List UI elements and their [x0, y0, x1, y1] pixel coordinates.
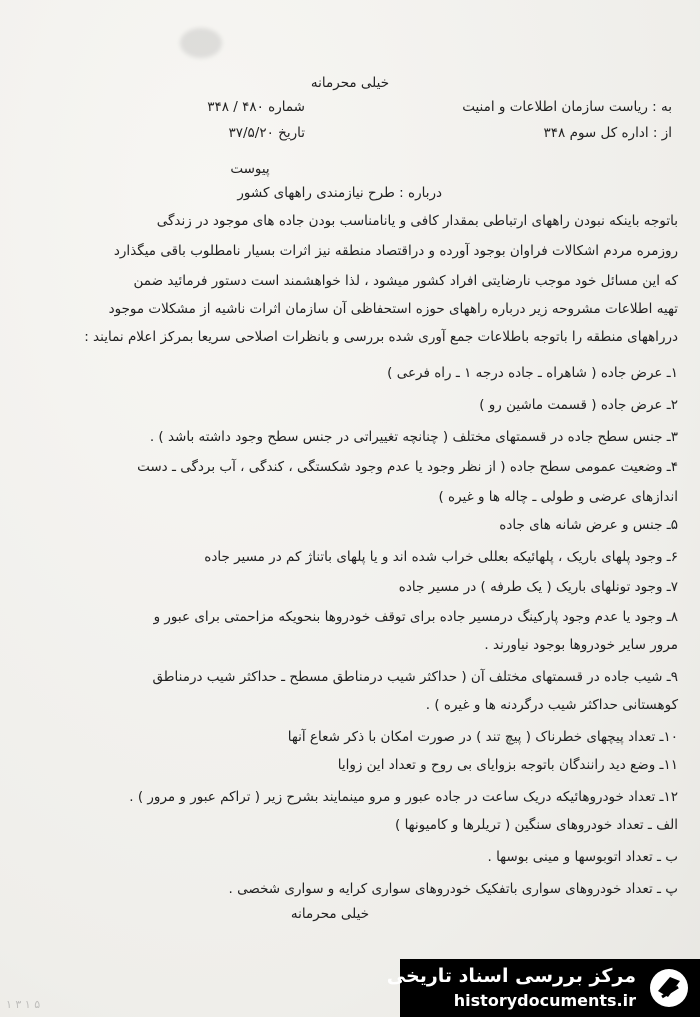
body-line: ۶ـ وجود پلهای باریک ، پلهائیکه بعللی خراب شده اند و یا پلهای باتناژ کم در مسیر جاده [204, 549, 678, 565]
body-line: ۵ـ جنس و عرض شانه های جاده [499, 517, 678, 533]
archive-url[interactable]: historydocuments.ir [453, 991, 636, 1010]
classification-top: خیلی محرمانه [310, 75, 390, 91]
body-line: ۹ـ شیب جاده در قسمتهای مختلف آن ( حداکثر شیب درمناطق مسطح ـ حداکثر شیب درمناطق [152, 669, 678, 685]
body-line: روزمره مردم اشکالات فراوان بوجود آورده و دراقتصاد منطقه نیز اثرات بسیار نامطلوب باقی میگذارد [113, 243, 678, 259]
body-line: ۱۱ـ وضع دید رانندگان باتوجه بزوایای بی روح و تعداد این زوایا [337, 757, 678, 773]
letter-date: تاریخ ۳۷/۵/۲۰ [228, 125, 305, 141]
body-line: ۷ـ وجود تونلهای باریک ( یک طرفه ) در مسیر جاده [398, 579, 678, 595]
paper-stain [180, 28, 222, 58]
body-line: پ ـ تعداد خودروهای سواری باتفکیک خودروهای سواری کرایه و سواری شخصی . [228, 881, 678, 897]
body-line: ۸ـ وجود یا عدم وجود پارکینگ درمسیر جاده برای توقف خودروها بنحویکه مزاحمتی برای عبور و [153, 609, 678, 625]
body-line: ۱۰ـ تعداد پیچهای خطرناک ( پیچ تند ) در صورت امکان با ذکر شعاع آنها [287, 729, 678, 745]
archive-logo-icon [648, 967, 690, 1009]
body-line: درراههای منطقه را باتوجه باطلاعات جمع آوری شده بررسی و بانظرات اصلاحی سریعا بمرکز اعلام نمایند : [84, 329, 678, 345]
sender-line: از : اداره کل سوم ۳۴۸ [543, 125, 672, 141]
classification-bottom: خیلی محرمانه [290, 906, 370, 922]
archive-name: مرکز بررسی اسناد تاریخی [386, 965, 636, 987]
body-line: ۲ـ عرض جاده ( قسمت ماشین رو ) [479, 397, 678, 413]
page-mark: ۱ ۳ ۱ ۵ [6, 998, 41, 1011]
subject-line: درباره : طرح نیازمندی راههای کشور [237, 185, 442, 201]
attachment-label: پیوست [230, 161, 270, 177]
body-line: ۱ـ عرض جاده ( شاهراه ـ جاده درجه ۱ ـ راه فرعی ) [387, 365, 678, 381]
recipient-line: به : ریاست سازمان اطلاعات و امنیت [462, 99, 672, 115]
body-line: باتوجه باینکه نبودن راههای ارتباطی بمقدار کافی و یانامناسب بودن جاده های موجود در زندگی [156, 213, 678, 229]
letter-number: شماره ۴۸۰ / ۳۴۸ [207, 99, 305, 115]
body-line: ۴ـ وضعیت عمومی سطح جاده ( از نظر وجود یا عدم وجود شکستگی ، کندگی ، آب بردگی ـ دست [137, 459, 678, 475]
body-line: کوهستانی حداکثر شیب درگردنه ها و غیره ) . [425, 697, 678, 713]
body-line: تهیه اطلاعات مشروحه زیر درباره راههای حوزه استحفاظی آن سازمان اثرات ناشیه از مشکلات موجود [108, 301, 678, 317]
body-line: مرور سایر خودروها بوجود نیاورند . [484, 637, 678, 653]
body-line: که این مسائل خود موجب نارضایتی افراد کشور میشود ، لذا خواهشمند است دستور فرمائید ضمن [133, 273, 678, 289]
body-line: اندازهای عرضی و طولی ـ چاله ها و غیره ) [438, 489, 678, 505]
archive-watermark [386, 959, 700, 1017]
body-line: الف ـ تعداد خودروهای سنگین ( تریلرها و کامیونها ) [395, 817, 678, 833]
body-line: ۱۲ـ تعداد خودروهائیکه دریک ساعت در جاده عبور و مرو مینمایند بشرح زیر ( تراکم عبور و مرور ) . [129, 789, 678, 805]
body-line: ب ـ تعداد اتوبوسها و مینی بوسها . [487, 849, 678, 865]
body-line: ۳ـ جنس سطح جاده در قسمتهای مختلف ( چنانچه تغییراتی در جنس سطح وجود داشته باشد ) . [149, 429, 678, 445]
